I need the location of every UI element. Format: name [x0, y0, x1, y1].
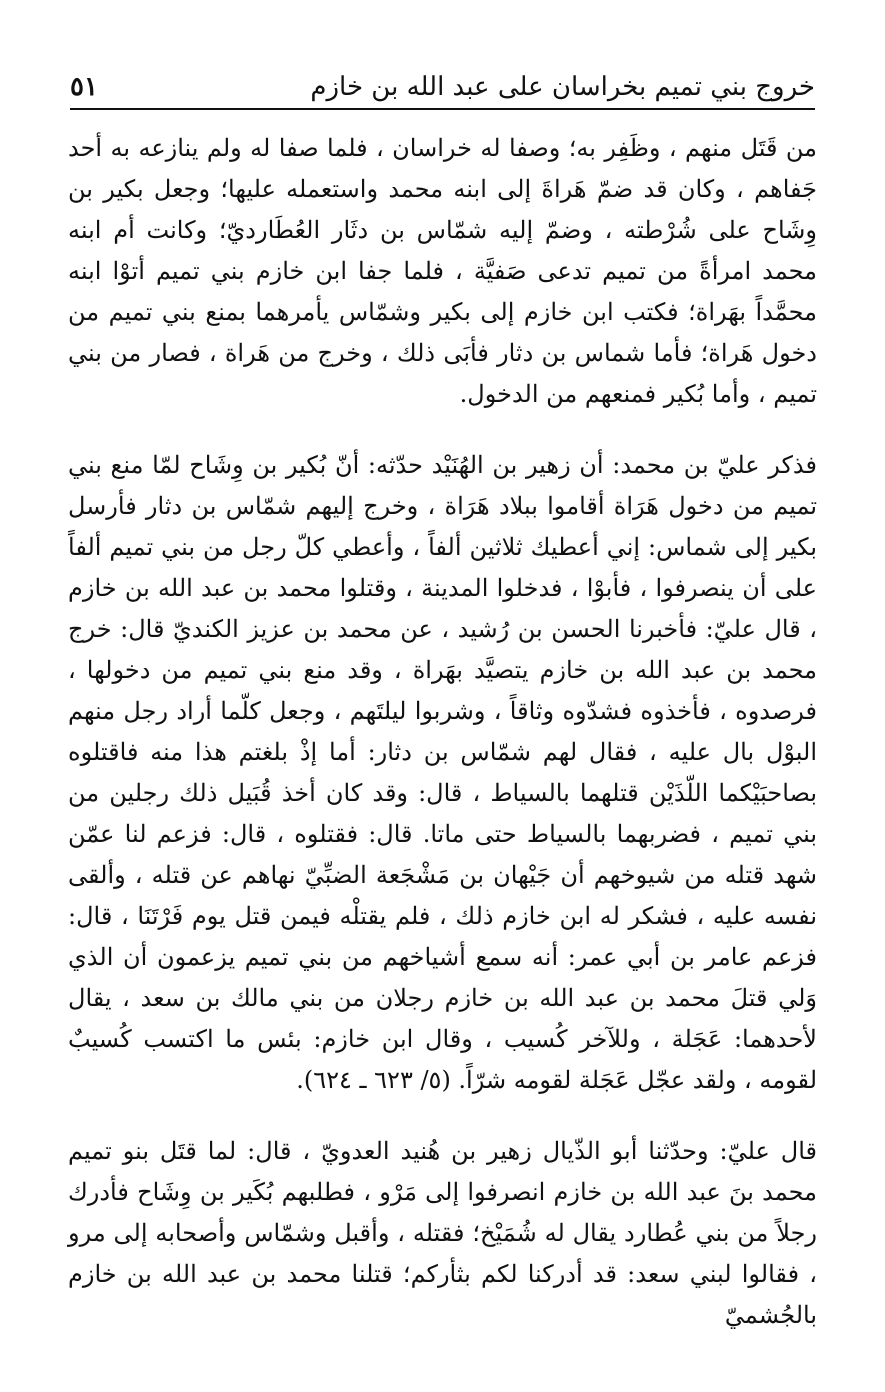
- body-text: [68, 128, 817, 1336]
- page-number: ٥١: [70, 72, 98, 102]
- page-header: [70, 52, 815, 110]
- paragraph-3: قال عليّ: وحدّثنا أبو الذّيال زهير بن هُنيد العدويّ ، قال: لما قتَل بنو تميم محمد بنَ عبد الله بن خازم انصرفوا إلى مَرْو ، فطلبهم بُكَير بن وِشَاح فأدرك رجلاً من بني عُطارد يقال له شُمَيْخ؛ فقتله ، وأقبل وشمّاس وأصحابه إلى مرو ، فقالوا لبني سعد: قد أدركنا لكم بثأركم؛ قتلنا محمد بن عبد الله بن خازم بالجُشميّ: [68, 1137, 818, 1329]
- paragraph-1: من قَتَل منهم ، وظَفِر به؛ وصفا له خراسان ، فلما صفا له ولم ينازعه به أحد جَفاهم ، وكان قد ضمّ هَراةَ إلى ابنه محمد واستعمله عليها؛ وجعل بكير بن وِشَاح على شُرْطته ، وضمّ إليه شمّاس بن دثَار العُطَارديّ؛ وكانت أم ابنه محمد امرأةً من تميم تدعى صَفيَّة ، فلما جفا ابن خازم بني تميم أتوْا ابنه محمَّداً بهَراة؛ فكتب ابن خازم إلى بكير وشمّاس يأمرهما بمنع بني تميم من دخول هَراة؛ فأما شماس بن دثار فأبَى ذلك ، وخرج من هَراة ، فصار من بني تميم ، وأما بُكير فمنعهم من الدخول.: [68, 134, 817, 408]
- paragraph-2: فذكر عليّ بن محمد: أن زهير بن الهُنَيْد حدّثه: أنّ بُكير بن وِشَاح لمّا منع بني تميم من دخول هَرَاة أقاموا ببلاد هَرَاة ، وخرج إليهم شمّاس بن دثار فأرسل بكير إلى شماس: إني أعطيك ثلاثين ألفاً ، وأعطي كلّ رجل من بني تميم ألفاً على أن ينصرفوا ، فأبوْا ، فدخلوا المدينة ، وقتلوا محمد بن عبد الله بن خازم ، قال عليّ: فأخبرنا الحسن بن رُشيد ، عن محمد بن عزيز الكنديّ قال: خرج محمد بن عبد الله بن خازم يتصيَّد بهَراة ، وقد منع بني تميم من دخولها ، فرصدوه ، فأخذوه فشدّوه وثاقاً ، وشربوا ليلتَهم ، وجعل كلّما أراد رجل منهم البوْل بال عليه ، فقال لهم شمّاس بن دثار: أما إذْ بلغتم هذا منه فاقتلوه بصاحبَيْكما اللّذَيْن قتلهما بالسياط ، قال: وقد كان أخذ قُبَيل ذلك رجلين من بني تميم ، فضربهما بالسياط حتى ماتا. قال: فقتلوه ، قال: فزعم لنا عمّن شهد قتله من شيوخهم أن جَيْهان بن مَشْجَعة الضبِّيّ نهاهم عن قتله ، وألقى نفسه عليه ، فشكر له ابن خازم ذلك ، فلم يقتلْه فيمن قتل يوم فَرْتَنَا ، قال: فزعم عامر بن أبي عمر: أنه سمع أشياخهم من بني تميم يزعمون أن الذي وَلي قتلَ محمد بن عبد الله بن خازم رجلان من بني مالك بن سعد ، يقال لأحدهما: عَجَلة ، وللآخر كُسيب ، وقال ابن خازم: بئس ما اكتسب كُسيبٌ لقومه ، ولقد عجّل عَجَلة لقومه شرّاً. (٥/ ٦٢٣ ـ ٦٢٤).: [68, 451, 818, 1094]
- running-head: خروج بني تميم بخراسان على عبد الله بن خازم: [310, 72, 815, 102]
